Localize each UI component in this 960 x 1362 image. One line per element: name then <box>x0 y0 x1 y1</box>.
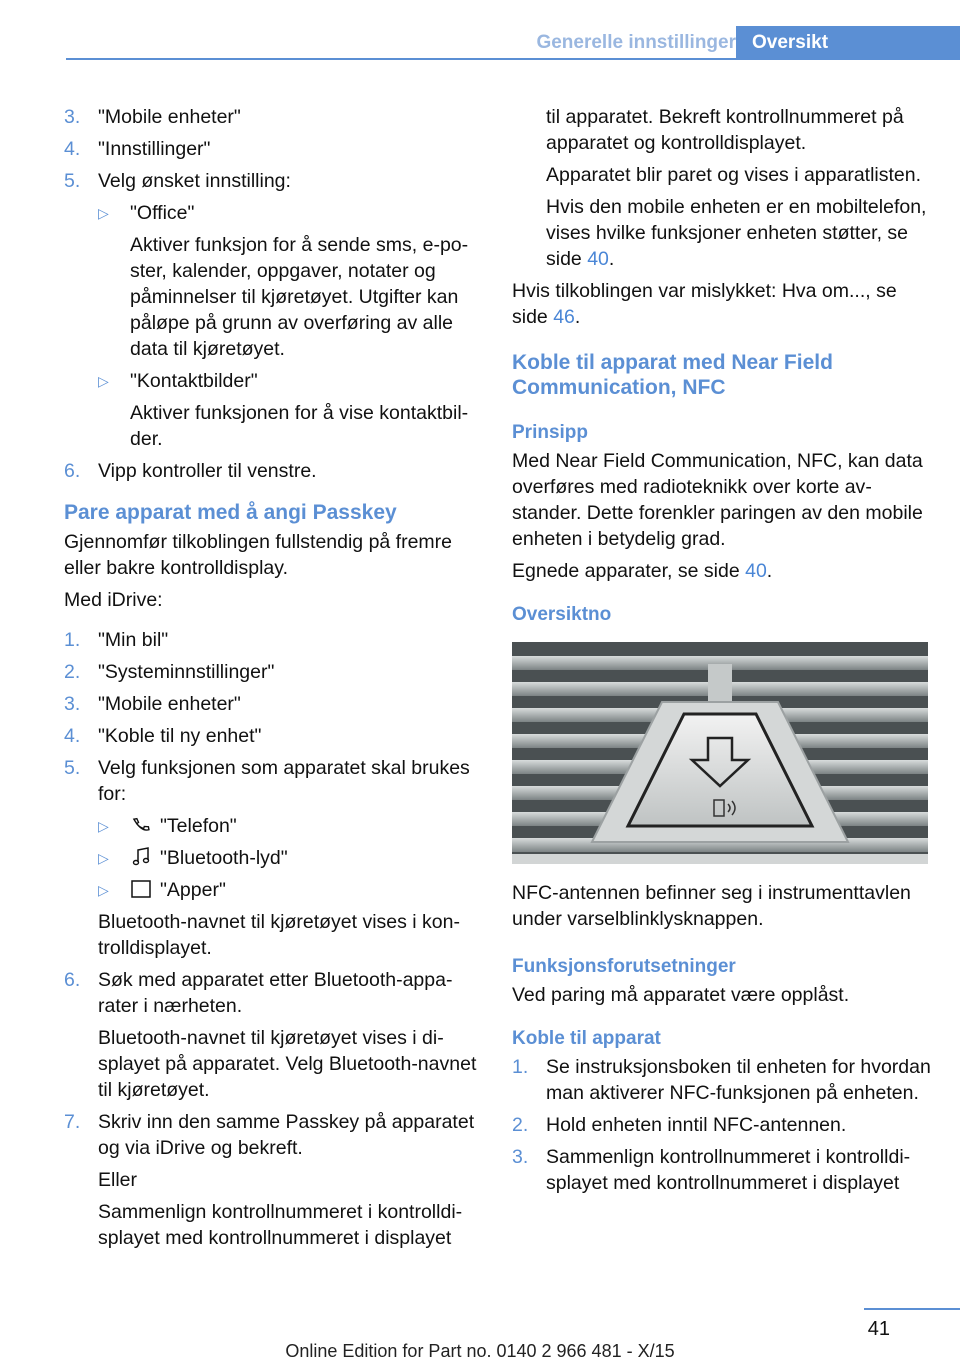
list-item: 2. "Systeminnstillinger" <box>64 661 275 683</box>
sub-item-bluetooth-lyd: ▷ "Bluetooth-lyd" <box>98 847 288 869</box>
triangle-bullet-icon: ▷ <box>98 205 109 221</box>
list-item: 6. Vipp kontroller til venstre. <box>64 460 317 482</box>
paragraph: Hvis tilkoblingen var mislykket: Hva om..., se side 46. <box>512 280 897 328</box>
paragraph: Sammenlign kontrollnummeret i kontrolldisplayet med kontrollnummeret i displayet <box>98 1201 463 1249</box>
heading-nfc: Koble til apparat med Near Field Communication, NFC <box>512 351 833 399</box>
sub-item-office: ▷ "Office" <box>98 202 195 224</box>
paragraph: Med Near Field Communication, NFC, kan data overføres med radioteknikk over korte avstander. Dette forenkler paringen av den mobile enheten i betydelig grad. <box>512 450 923 550</box>
sub-item-apper: ▷ "Apper" <box>98 879 226 901</box>
triangle-bullet-icon: ▷ <box>98 850 109 866</box>
list-item: 3. "Mobile enheter" <box>64 693 241 715</box>
paragraph: Gjennomfør tilkoblingen fullstendig på fremre eller bakre kontrolldisplay. <box>64 531 453 579</box>
list-item: 7. Skriv inn den samme Passkey på apparatet og via iDrive og bekreft. <box>64 1111 475 1159</box>
page-number: 41 <box>867 1318 890 1340</box>
paragraph: Med iDrive: <box>64 589 163 611</box>
heading-pare-passkey: Pare apparat med å angi Passkey <box>64 501 397 524</box>
sub-item-telefon: ▷ "Telefon" <box>98 815 237 837</box>
triangle-bullet-icon: ▷ <box>98 373 109 389</box>
page-link[interactable]: 40 <box>745 560 767 582</box>
page-header <box>66 26 960 60</box>
phone-icon <box>130 815 152 835</box>
heading-oversikt: Oversiktno <box>512 604 612 625</box>
list-item: 1. Se instruksjonsboken til enheten for hvordan man aktiverer NFC-funksjonen på enheten. <box>512 1056 931 1104</box>
paragraph: NFC-antennen befinner seg i instrumenttavlen under varselblinklysknappen. <box>512 882 911 930</box>
paragraph: Hvis den mobile enheten er en mobiltelefon, vises hvilke funksjoner enheten støtter, se side 40. <box>546 196 927 270</box>
page-link[interactable]: 46 <box>553 306 575 328</box>
footer-rule <box>864 1308 960 1310</box>
nfc-antenna-photo <box>512 642 928 864</box>
heading-koble-til-apparat: Koble til apparat <box>512 1028 661 1049</box>
paragraph: til apparatet. Bekreft kontrollnummeret på apparatet og kontrolldisplayet. <box>546 106 904 154</box>
paragraph: Apparatet blir paret og vises i apparatlisten. <box>546 164 922 186</box>
right-column <box>512 104 932 1202</box>
list-item: 3. "Mobile enheter" <box>64 106 241 128</box>
list-item: 4. "Koble til ny enhet" <box>64 725 262 747</box>
footer-edition: Online Edition for Part no. 0140 2 966 481 - X/15 <box>285 1341 675 1361</box>
sub-item-desc: Aktiver funksjon for å sende sms, e-poster, kalender, oppgaver, notater og påminnelser til kjøretøyet. Utgifter kan påløpe på grunn av overføring av alle data til kjøretøyet. <box>130 234 469 360</box>
list-item: 4. "Innstillinger" <box>64 138 211 160</box>
list-item: 1. "Min bil" <box>64 629 169 651</box>
heading-funksjonsforutsetninger: Funksjonsforutsetninger <box>512 956 736 977</box>
list-item: 6. Søk med apparatet etter Bluetooth-apparater i nærheten. <box>64 969 453 1017</box>
sub-item-kontaktbilder: ▷ "Kontaktbilder" <box>98 370 258 392</box>
paragraph: Ved paring må apparatet være opplåst. <box>512 984 850 1006</box>
paragraph: Bluetooth-navnet til kjøretøyet vises i kontrolldisplayet. <box>98 911 460 959</box>
header-section-title: Generelle innstillinger <box>536 32 736 53</box>
header-tab-oversikt[interactable]: Oversikt <box>736 26 960 60</box>
paragraph: Egnede apparater, se side 40. <box>512 560 773 582</box>
left-column <box>64 104 484 1257</box>
page-link[interactable]: 40 <box>587 248 609 270</box>
apps-icon <box>130 879 152 899</box>
triangle-bullet-icon: ▷ <box>98 818 109 834</box>
dashboard-vent-illustration <box>512 642 928 864</box>
list-item: 5. Velg funksjonen som apparatet skal brukes for: <box>64 757 470 805</box>
triangle-bullet-icon: ▷ <box>98 882 109 898</box>
list-item: 5. Velg ønsket innstilling: <box>64 170 291 192</box>
paragraph: Bluetooth-navnet til kjøretøyet vises i displayet på apparatet. Velg Bluetooth-navnet til kjøretøyet. <box>98 1027 477 1101</box>
sub-item-desc: Aktiver funksjonen for å vise kontaktbilder. <box>130 402 469 450</box>
paragraph: Eller <box>98 1169 138 1191</box>
music-note-icon <box>130 847 152 867</box>
list-item: 3. Sammenlign kontrollnummeret i kontrolldisplayet med kontrollnummeret i displayet <box>512 1146 911 1194</box>
list-item: 2. Hold enheten inntil NFC-antennen. <box>512 1114 847 1136</box>
heading-prinsipp: Prinsipp <box>512 422 589 443</box>
